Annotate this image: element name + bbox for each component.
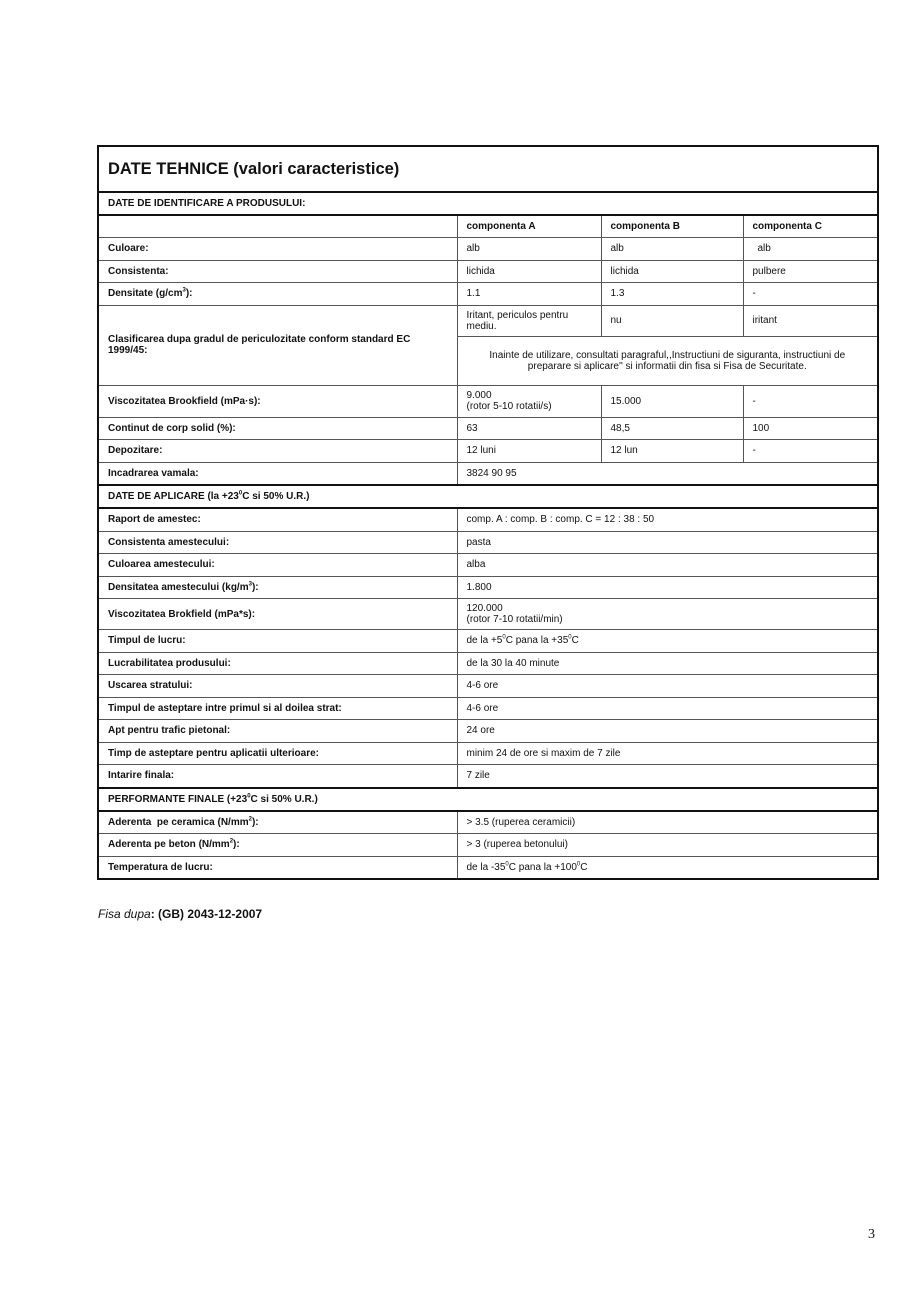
table-row [98,417,878,440]
row-label: Viscozitatea Brookfield (mPa·s): [98,385,457,417]
table-row [98,440,878,463]
section-header-identification [98,192,878,215]
cell-c: - [743,385,878,417]
cell-c: 100 [743,417,878,440]
cell-b: 48,5 [601,417,743,440]
table-row [98,554,878,577]
row-label: Timpul de lucru: [98,630,457,653]
row-label: Apt pentru trafic pietonal: [98,720,457,743]
cell-value: 4-6 ore [457,675,878,698]
section-header-application [98,485,878,508]
cell-a: 12 luni [457,440,601,463]
page-title: DATE TEHNICE (valori caracteristice) [98,146,878,192]
row-label: Densitatea amestecului $(kg/m^3)$: [98,576,457,599]
reference-prefix: Fisa dupa [98,907,151,921]
row-label: Densitate $(g/cm^3)$: [98,283,457,306]
cell-value: 24 ore [457,720,878,743]
table-row [98,283,878,306]
row-label: Lucrabilitatea produsului: [98,652,457,675]
row-label: Clasificarea dupa gradul de periculozitate conform standard EC 1999/45: [98,305,457,385]
table-row [98,531,878,554]
cell-b: 1.3 [601,283,743,306]
table-row [98,462,878,485]
cell-value: de la $+5^0C$ pana la $+35^0C$ [457,630,878,653]
cell-b: nu [601,305,743,336]
cell-b: alb [601,238,743,261]
column-header-row [98,215,878,238]
table-title-row [98,146,878,192]
table-row [98,508,878,531]
cell-value: 7 zile [457,765,878,788]
table-row [98,834,878,857]
table-row [98,697,878,720]
row-label: Depozitare: [98,440,457,463]
cell-b: 12 lun [601,440,743,463]
row-label: Consistenta amestecului: [98,531,457,554]
cell-a: 9.000 (rotor 5-10 rotatii/s) [457,385,601,417]
table-row [98,811,878,834]
cell-value: 1.800 [457,576,878,599]
cell-value: 120.000 (rotor 7-10 rotatii/min) [457,599,878,630]
table-row [98,385,878,417]
row-label: Culoare: [98,238,457,261]
column-header-b: componenta B [601,215,743,238]
table-row [98,630,878,653]
section-title: PERFORMANTE FINALE ($+23^0C$ si 50% U.R.) [98,788,878,811]
sheet-reference: Fisa dupa: (GB) 2043-12-2007 [98,907,263,921]
cell-value: 4-6 ore [457,697,878,720]
reference-code: (GB) 2043-12-2007 [158,907,263,921]
page-number: 3 [868,1227,875,1242]
section-title: DATE DE IDENTIFICARE A PRODUSULUI: [98,192,878,215]
row-label: Intarire finala: [98,765,457,788]
row-label: Aderenta pe ceramica $(N/mm^2)$: [98,811,457,834]
cell-c: pulbere [743,260,878,283]
cell-a: 1.1 [457,283,601,306]
table-row [98,305,878,336]
row-label: Culoarea amestecului: [98,554,457,577]
cell-value: de la 30 la 40 minute [457,652,878,675]
cell-a: 63 [457,417,601,440]
cell-value: 3824 90 95 [457,462,878,485]
section-header-performance [98,788,878,811]
cell-value: pasta [457,531,878,554]
row-label: Aderenta pe beton $(N/mm^2)$: [98,834,457,857]
table-row [98,720,878,743]
row-label: Temperatura de lucru: [98,856,457,879]
cell-a: alb [457,238,601,261]
column-header-a: componenta A [457,215,601,238]
table-row [98,576,878,599]
row-label: Raport de amestec: [98,508,457,531]
section-title: DATE DE APLICARE ($la +23^0C$ si 50% U.R.) [98,485,878,508]
cell-a: lichida [457,260,601,283]
cell-c: iritant [743,305,878,336]
cell-value: > 3.5 (ruperea ceramicii) [457,811,878,834]
column-header-c: componenta C [743,215,878,238]
table-row [98,856,878,879]
cell-value: de la $-35^0C$ pana la $+100^0C$ [457,856,878,879]
cell-b: lichida [601,260,743,283]
cell-c: alb [743,238,878,261]
row-label: Continut de corp solid (%): [98,417,457,440]
cell-b: 15.000 [601,385,743,417]
cell-c: - [743,440,878,463]
table-row [98,765,878,788]
technical-data-table [97,145,879,880]
row-label: Uscarea stratului: [98,675,457,698]
row-label: Viscozitatea Brokfield (mPa*s): [98,599,457,630]
row-label: Timpul de asteptare intre primul si al doilea strat: [98,697,457,720]
cell-c: - [743,283,878,306]
table-row [98,675,878,698]
cell-a: Iritant, periculos pentru mediu. [457,305,601,336]
row-label: Incadrarea vamala: [98,462,457,485]
cell-value: minim 24 de ore si maxim de 7 zile [457,742,878,765]
table-row [98,260,878,283]
table-row [98,599,878,630]
safety-notice: Inainte de utilizare, consultati paragraful,,Instructiuni de siguranta, instructiuni de preparare si aplicare'' si informatii din fisa si Fisa de Securitate. [457,336,878,385]
table-row [98,742,878,765]
cell-value: > 3 (ruperea betonului) [457,834,878,857]
table-row [98,652,878,675]
cell-value: alba [457,554,878,577]
cell-value: comp. A : comp. B : comp. C = 12 : 38 : 50 [457,508,878,531]
empty-header-cell [98,215,457,238]
row-label: Consistenta: [98,260,457,283]
table-row [98,238,878,261]
row-label: Timp de asteptare pentru aplicatii ulterioare: [98,742,457,765]
